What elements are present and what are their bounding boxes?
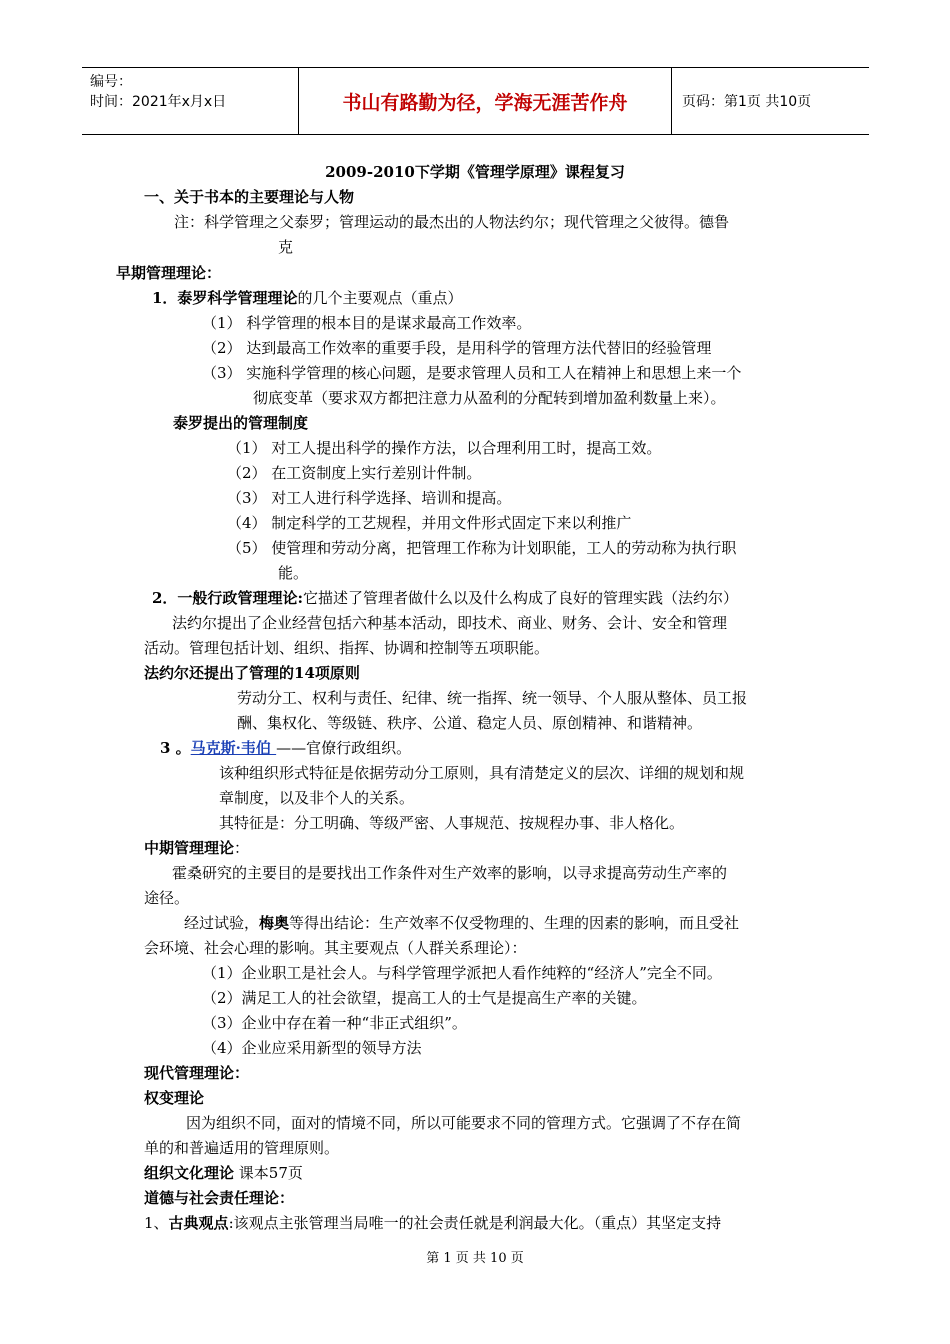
text-line	[184, 913, 739, 933]
text-segment: 霍桑研究的主要目的是要找出工作条件对生产效率的影响，以寻求提高劳动生产率的	[172, 864, 728, 882]
text-segment: 古典观点	[168, 1214, 229, 1232]
text-segment: （3） 实施科学管理的核心问题，是要求管理人员和工人在精神上和思想上来一个	[202, 364, 742, 382]
text-segment: 中期管理理论	[144, 839, 235, 857]
text-line	[227, 538, 736, 558]
text-segment: （3）企业中存在着一种“非正式组织”。	[202, 1014, 467, 1032]
text-line	[202, 988, 647, 1008]
text-segment: 因为组织不同，面对的情境不同，所以可能要求不同的管理方式。它强调了不存在简	[186, 1114, 742, 1132]
text-segment: 单的和普遍适用的管理原则。	[144, 1139, 340, 1157]
text-line	[173, 413, 308, 433]
text-line	[144, 1188, 294, 1208]
text-line	[186, 1113, 741, 1133]
text-segment: 组织文化理论	[144, 1164, 235, 1182]
text-line	[202, 1038, 422, 1058]
text-segment: ——官僚行政组织。	[276, 739, 412, 757]
text-line	[144, 1063, 249, 1083]
text-line	[278, 237, 293, 257]
text-line	[144, 1163, 303, 1183]
text-segment: 现代管理理论：	[144, 1064, 250, 1082]
text-segment: 1、	[144, 1214, 169, 1232]
header-table	[82, 67, 869, 135]
text-segment: 泰罗提出的管理制度	[173, 414, 309, 432]
text-segment: 其特征是：分工明确、等级严密、人事规范、按规程办事、非人格化。	[219, 814, 685, 832]
page-info: 页码：第1页 共10页	[682, 94, 812, 110]
text-line	[227, 513, 631, 533]
text-line	[160, 738, 411, 758]
text-segment: 2．一般行政管理理论:	[152, 589, 303, 607]
text-segment: 劳动分工、权利与责任、纪律、统一指挥、统一领导、个人服从整体、员工报	[237, 689, 748, 707]
time-label: 时间：2021年x月x日	[90, 94, 227, 110]
text-segment: 梅奥	[259, 914, 290, 932]
text-segment: （5） 使管理和劳动分离，把管理工作称为计划职能，工人的劳动称为执行职	[227, 539, 737, 557]
text-line	[174, 212, 729, 232]
text-line	[202, 363, 741, 383]
text-line	[144, 663, 360, 683]
text-segment: ：	[234, 839, 250, 857]
text-line	[144, 1213, 721, 1233]
text-line	[152, 588, 738, 608]
text-segment: 的几个主要观点（重点）	[297, 289, 463, 307]
text-line	[227, 463, 481, 483]
text-line	[172, 613, 727, 633]
text-line	[219, 763, 744, 783]
text-segment: :该观点主张管理当局唯一的社会责任就是利润最大化。（重点）其坚定支持	[228, 1214, 722, 1232]
text-line	[116, 263, 221, 283]
text-segment: （3） 对工人进行科学选择、培训和提高。	[227, 489, 512, 507]
text-line	[144, 838, 249, 858]
text-segment: 酬、集权化、等级链、秩序、公道、稳定人员、原创精神、和谐精神。	[237, 714, 703, 732]
text-segment: 等得出结论：生产效率不仅受物理的、生理的因素的影响，而且受社	[289, 914, 740, 932]
text-line	[202, 963, 722, 983]
text-line	[144, 888, 189, 908]
text-line	[253, 388, 726, 408]
motto: 书山有路勤为径，学海无涯苦作舟	[298, 68, 672, 134]
text-line	[144, 638, 549, 658]
text-line	[227, 488, 511, 508]
text-segment: 章制度，以及非个人的关系。	[219, 789, 415, 807]
text-segment: （2）满足工人的社会欲望，提高工人的士气是提高生产率的关键。	[202, 989, 647, 1007]
text-segment: 3 。	[160, 739, 191, 757]
text-segment: 法约尔还提出了管理的14项原则	[144, 664, 360, 682]
text-line	[278, 563, 308, 583]
text-segment: 活动。管理包括计划、组织、指挥、协调和控制等五项职能。	[144, 639, 550, 657]
text-line	[152, 288, 462, 308]
text-segment: 该种组织形式特征是依据劳动分工原则，具有清楚定义的层次、详细的规划和规	[219, 764, 745, 782]
text-segment: （2） 达到最高工作效率的重要手段，是用科学的管理方法代替旧的经验管理	[202, 339, 712, 357]
text-segment: （1） 科学管理的根本目的是谋求最高工作效率。	[202, 314, 532, 332]
text-line	[237, 688, 747, 708]
text-segment: 它描述了管理者做什么以及什么构成了良好的管理实践（法约尔）	[302, 589, 738, 607]
text-segment: 会环境、社会心理的影响。其主要观点（人群关系理论）：	[144, 939, 527, 957]
text-segment: 课本57页	[234, 1164, 303, 1182]
document-title: 2009-2010下学期《管理学原理》课程复习	[325, 163, 625, 181]
text-line	[237, 713, 702, 733]
text-line	[202, 338, 711, 358]
text-line	[144, 187, 354, 207]
text-segment: 能。	[278, 564, 309, 582]
text-segment: 注：科学管理之父泰罗；管理运动的最杰出的人物法约尔；现代管理之父彼得。德鲁	[174, 213, 730, 231]
text-line	[144, 1088, 204, 1108]
text-line	[202, 1013, 467, 1033]
text-segment: （4） 制定科学的工艺规程，并用文件形式固定下来以利推广	[227, 514, 632, 532]
weber-link[interactable]: 马克斯·韦伯	[190, 739, 277, 757]
text-segment: 道德与社会责任理论：	[144, 1189, 295, 1207]
text-segment: 途径。	[144, 889, 190, 907]
text-line	[144, 1138, 339, 1158]
text-segment: （1）企业职工是社会人。与科学管理学派把人看作纯粹的“经济人”完全不同。	[202, 964, 722, 982]
text-segment: 早期管理理论：	[116, 264, 222, 282]
text-segment: 权变理论	[144, 1089, 205, 1107]
text-segment: 彻底变革（要求双方都把注意力从盈利的分配转到增加盈利数量上来）。	[253, 389, 726, 407]
text-line	[144, 938, 527, 958]
text-line	[202, 313, 531, 333]
text-segment: 克	[278, 238, 294, 256]
text-segment: 经过试验，	[184, 914, 260, 932]
text-line	[227, 438, 661, 458]
text-segment: （1） 对工人提出科学的操作方法，以合理利用工时，提高工效。	[227, 439, 662, 457]
text-line	[172, 863, 727, 883]
text-segment: （2） 在工资制度上实行差别计件制。	[227, 464, 482, 482]
number-label: 编号：	[90, 74, 132, 90]
page-footer: 第 1 页 共 10 页	[426, 1251, 524, 1266]
text-line	[219, 788, 414, 808]
text-segment: 一、关于书本的主要理论与人物	[144, 188, 355, 206]
text-segment: 法约尔提出了企业经营包括六种基本活动，即技术、商业、财务、会计、安全和管理	[172, 614, 728, 632]
text-line	[219, 813, 684, 833]
text-segment: （4）企业应采用新型的领导方法	[202, 1039, 422, 1057]
text-segment: 1．泰罗科学管理理论	[152, 289, 298, 307]
header-left-cell	[82, 68, 298, 134]
